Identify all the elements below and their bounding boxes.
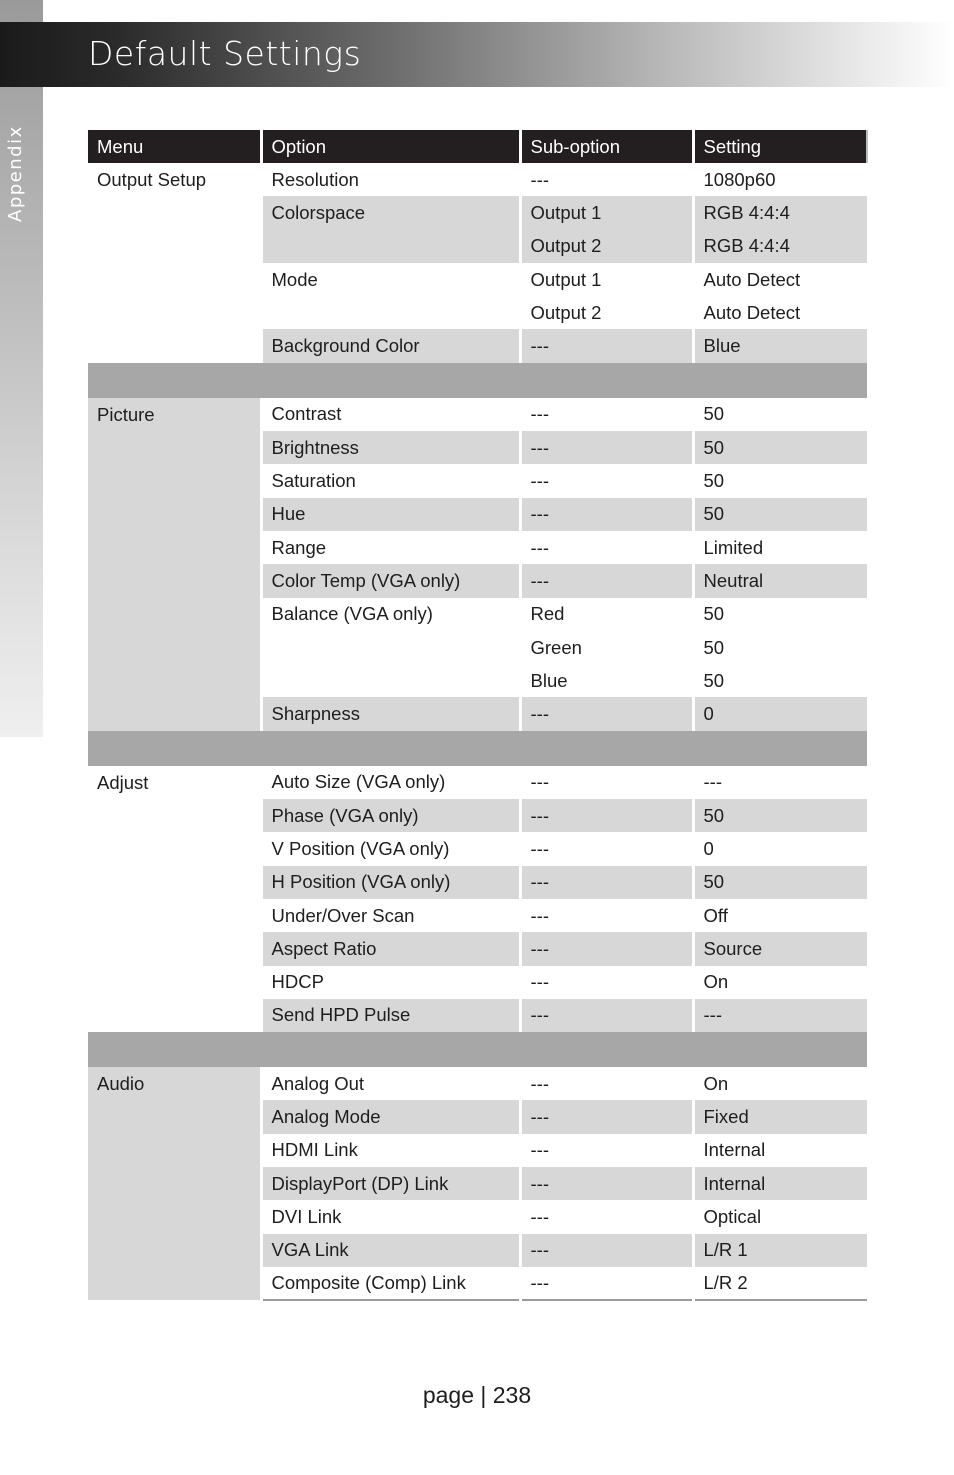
option-cell: Background Color (261, 329, 520, 362)
option-cell: Aspect Ratio (261, 932, 520, 965)
setting-cell: Blue (693, 329, 867, 362)
sub-option-cell: --- (520, 431, 693, 464)
sub-option-cell: --- (520, 1267, 693, 1300)
option-cell: HDCP (261, 966, 520, 999)
default-settings-table (88, 130, 868, 1301)
option-cell: H Position (VGA only) (261, 866, 520, 899)
column-header-sub-option: Sub-option (520, 130, 693, 163)
option-cell: DisplayPort (DP) Link (261, 1167, 520, 1200)
setting-cell: --- (693, 999, 867, 1032)
appendix-side-tab (0, 0, 43, 737)
option-cell: Saturation (261, 464, 520, 497)
option-cell: Under/Over Scan (261, 899, 520, 932)
setting-cell: L/R 1 (693, 1234, 867, 1267)
option-cell: DVI Link (261, 1200, 520, 1233)
option-cell: VGA Link (261, 1234, 520, 1267)
menu-cell: Picture (88, 398, 261, 731)
sub-option-cell: Red (520, 598, 693, 631)
option-cell: Brightness (261, 431, 520, 464)
setting-cell: Source (693, 932, 867, 965)
setting-cell: Auto Detect (693, 263, 867, 296)
section-separator (88, 731, 867, 766)
option-cell: HDMI Link (261, 1134, 520, 1167)
column-header-menu: Menu (88, 130, 261, 163)
option-cell: Colorspace (261, 196, 520, 229)
option-cell: V Position (VGA only) (261, 832, 520, 865)
option-cell: Balance (VGA only) (261, 598, 520, 631)
table-body (88, 163, 867, 1300)
sub-option-cell: --- (520, 697, 693, 730)
sub-option-cell: --- (520, 498, 693, 531)
option-cell (261, 230, 520, 263)
option-cell: Color Temp (VGA only) (261, 564, 520, 597)
sub-option-cell: --- (520, 464, 693, 497)
setting-cell: RGB 4:4:4 (693, 196, 867, 229)
setting-cell: 0 (693, 697, 867, 730)
section-separator (88, 1032, 867, 1067)
option-cell (261, 296, 520, 329)
section-separator (88, 363, 867, 398)
option-cell: Analog Out (261, 1067, 520, 1100)
setting-cell: On (693, 1067, 867, 1100)
setting-cell: 50 (693, 498, 867, 531)
setting-cell: RGB 4:4:4 (693, 230, 867, 263)
table-header-row (88, 130, 867, 163)
setting-cell: Optical (693, 1200, 867, 1233)
option-cell: Resolution (261, 163, 520, 196)
page-number: page | 238 (422, 1382, 532, 1408)
option-cell: Composite (Comp) Link (261, 1267, 520, 1300)
sub-option-cell: --- (520, 531, 693, 564)
sub-option-cell: --- (520, 1134, 693, 1167)
option-cell (261, 664, 520, 697)
setting-cell: Neutral (693, 564, 867, 597)
setting-cell: 50 (693, 464, 867, 497)
sub-option-cell: --- (520, 799, 693, 832)
sub-option-cell: Green (520, 631, 693, 664)
sub-option-cell: --- (520, 766, 693, 799)
setting-cell: 50 (693, 431, 867, 464)
setting-cell: L/R 2 (693, 1267, 867, 1300)
table-row (88, 1067, 867, 1100)
setting-cell: 50 (693, 398, 867, 431)
option-cell: Send HPD Pulse (261, 999, 520, 1032)
sub-option-cell: Output 2 (520, 230, 693, 263)
setting-cell: Internal (693, 1167, 867, 1200)
setting-cell: 50 (693, 866, 867, 899)
sub-option-cell: --- (520, 866, 693, 899)
separator-cell (88, 363, 867, 398)
sub-option-cell: --- (520, 966, 693, 999)
column-header-setting: Setting (693, 130, 867, 163)
setting-cell: Off (693, 899, 867, 932)
separator-cell (88, 1032, 867, 1067)
option-cell: Phase (VGA only) (261, 799, 520, 832)
table-row (88, 766, 867, 799)
sub-option-cell: --- (520, 999, 693, 1032)
sub-option-cell: --- (520, 932, 693, 965)
sub-option-cell: --- (520, 1067, 693, 1100)
sub-option-cell: --- (520, 1200, 693, 1233)
setting-cell: --- (693, 766, 867, 799)
option-cell: Mode (261, 263, 520, 296)
setting-cell: Limited (693, 531, 867, 564)
sub-option-cell: --- (520, 1234, 693, 1267)
setting-cell: 50 (693, 631, 867, 664)
sub-option-cell: --- (520, 1167, 693, 1200)
menu-cell: Output Setup (88, 163, 261, 363)
option-cell: Contrast (261, 398, 520, 431)
setting-cell: On (693, 966, 867, 999)
sub-option-cell: --- (520, 832, 693, 865)
sub-option-cell: --- (520, 329, 693, 362)
side-tab-label: Appendix (5, 125, 26, 222)
sub-option-cell: --- (520, 1100, 693, 1133)
separator-cell (88, 731, 867, 766)
setting-cell: 0 (693, 832, 867, 865)
setting-cell: 50 (693, 664, 867, 697)
setting-cell: 1080p60 (693, 163, 867, 196)
sub-option-cell: --- (520, 163, 693, 196)
option-cell: Hue (261, 498, 520, 531)
option-cell: Analog Mode (261, 1100, 520, 1133)
column-header-option: Option (261, 130, 520, 163)
sub-option-cell: Blue (520, 664, 693, 697)
setting-cell: Internal (693, 1134, 867, 1167)
option-cell: Sharpness (261, 697, 520, 730)
sub-option-cell: --- (520, 564, 693, 597)
sub-option-cell: Output 1 (520, 196, 693, 229)
setting-cell: 50 (693, 598, 867, 631)
table-row (88, 163, 867, 196)
option-cell (261, 631, 520, 664)
setting-cell: Fixed (693, 1100, 867, 1133)
setting-cell: 50 (693, 799, 867, 832)
sub-option-cell: Output 2 (520, 296, 693, 329)
menu-cell: Audio (88, 1067, 261, 1300)
setting-cell: Auto Detect (693, 296, 867, 329)
table-row (88, 398, 867, 431)
sub-option-cell: --- (520, 899, 693, 932)
sub-option-cell: --- (520, 398, 693, 431)
option-cell: Range (261, 531, 520, 564)
page-title: Default Settings (88, 34, 362, 73)
option-cell: Auto Size (VGA only) (261, 766, 520, 799)
title-bar (0, 22, 954, 87)
sub-option-cell: Output 1 (520, 263, 693, 296)
menu-cell: Adjust (88, 766, 261, 1032)
